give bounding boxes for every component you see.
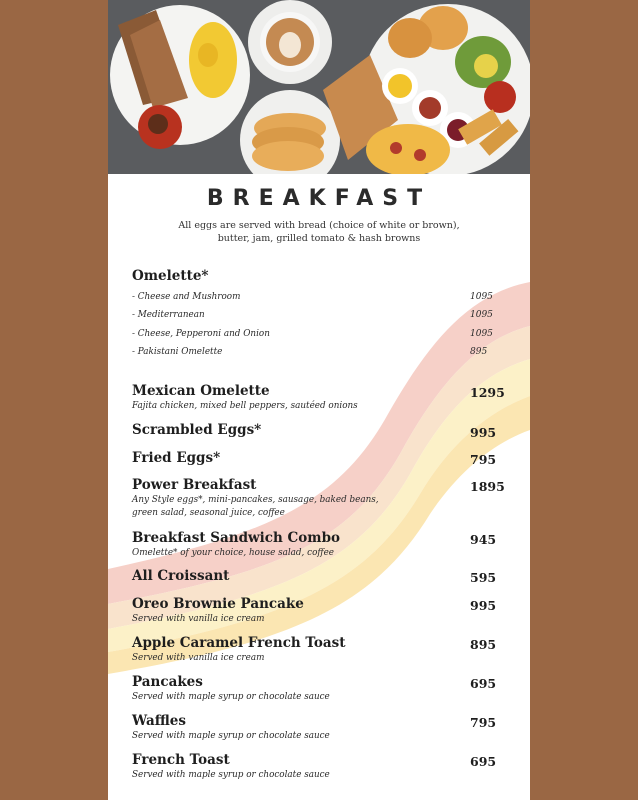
menu-item: [132, 568, 462, 585]
item-name: All Croissant: [132, 568, 230, 584]
item-name: Waffles: [132, 713, 186, 729]
breakfast-photo: [108, 0, 530, 174]
omelette-option-price: 1095: [470, 310, 493, 320]
item-name: French Toast: [132, 752, 230, 768]
item-name: Power Breakfast: [132, 477, 257, 493]
menu-item-omelette: [132, 268, 462, 285]
menu-item: [132, 450, 462, 467]
item-name: Oreo Brownie Pancake: [132, 596, 304, 612]
menu-title: BREAKFAST: [206, 186, 432, 211]
item-price: 695: [470, 754, 497, 769]
omelette-option: - Pakistani Omelette: [132, 347, 223, 357]
subtitle-line-2: butter, jam, grilled tomato & hash browns: [217, 233, 421, 244]
item-price: 1895: [470, 479, 505, 494]
item-price: 995: [470, 598, 497, 613]
omelette-option-price: 1095: [470, 329, 493, 339]
item-name: Omelette*: [132, 268, 209, 284]
item-description: Fajita chicken, mixed bell peppers, sautéed onions: [132, 401, 358, 411]
item-description: Served with maple syrup or chocolate sauce: [132, 692, 330, 702]
item-description: Omelette* of your choice, house salad, coffee: [132, 548, 335, 558]
menu-item: [132, 422, 462, 439]
menu-item: [132, 477, 462, 520]
item-price: 995: [470, 425, 497, 440]
menu-item: [132, 674, 462, 704]
item-price: 945: [470, 532, 497, 547]
menu-item: [132, 530, 462, 560]
item-name: Scrambled Eggs*: [132, 422, 262, 438]
omelette-option: - Cheese, Pepperoni and Onion: [132, 329, 270, 339]
item-name: Pancakes: [132, 674, 203, 690]
item-description: Served with maple syrup or chocolate sauce: [132, 731, 330, 741]
item-price: 795: [470, 715, 497, 730]
item-description: Served with vanilla ice cream: [132, 614, 265, 624]
menu-item: [132, 635, 462, 665]
menu-item: [132, 383, 462, 413]
omelette-option-price: 1095: [470, 292, 493, 302]
omelette-option: - Cheese and Mushroom: [132, 292, 241, 302]
item-description: green salad, seasonal juice, coffee: [132, 508, 285, 518]
item-name: Breakfast Sandwich Combo: [132, 530, 341, 546]
menu-item: [132, 752, 462, 782]
menu-item: [132, 713, 462, 743]
subtitle-line-1: All eggs are served with bread (choice of white or brown),: [178, 220, 460, 231]
menu-item: [132, 596, 462, 626]
item-price: 895: [470, 637, 497, 652]
item-description: Any Style eggs*, mini-pancakes, sausage, baked beans,: [132, 495, 379, 505]
item-name: Fried Eggs*: [132, 450, 221, 466]
item-description: Served with vanilla ice cream: [132, 653, 265, 663]
menu-subtitle: [148, 219, 490, 245]
menu-card: [108, 0, 530, 800]
omelette-option: - Mediterranean: [132, 310, 205, 320]
item-name: Apple Caramel French Toast: [132, 635, 346, 651]
omelette-option-price: 895: [470, 347, 488, 357]
item-price: 695: [470, 676, 497, 691]
item-name: Mexican Omelette: [132, 383, 270, 399]
item-price: 795: [470, 452, 497, 467]
item-price: 595: [470, 570, 497, 585]
item-description: Served with maple syrup or chocolate sauce: [132, 770, 330, 780]
item-price: 1295: [470, 385, 505, 400]
